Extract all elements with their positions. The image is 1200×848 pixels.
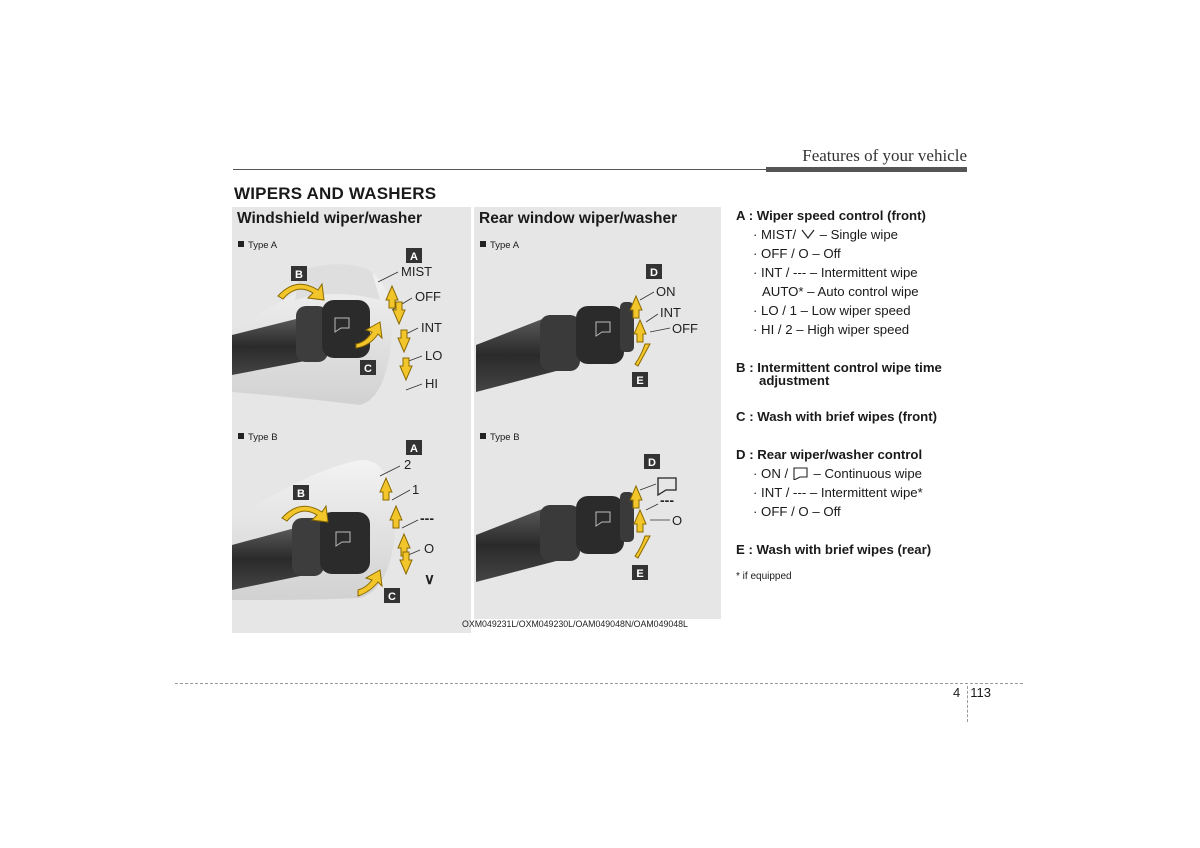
- footnote: * if equipped: [736, 571, 792, 582]
- svg-text:E: E: [636, 375, 644, 387]
- legend-b-title: B : Intermittent control wipe time: [736, 360, 942, 375]
- front-a-knob: [322, 300, 370, 358]
- callout-b-front-b: [293, 485, 309, 500]
- legend-a-item-int: · INT / --- – Intermittent wipe: [753, 265, 918, 280]
- callout-e-rear-a: [632, 372, 648, 387]
- callout-c-front-a: [360, 360, 376, 375]
- front-type-b-diagram: [232, 440, 435, 603]
- position-mist-v: ∨: [424, 571, 435, 588]
- rear-panel-title: Rear window wiper/washer: [479, 210, 678, 227]
- position-on: ON: [656, 284, 676, 299]
- position-off: OFF: [415, 289, 441, 304]
- callout-b-front-a: [291, 266, 307, 281]
- position-off-o: O: [424, 541, 435, 556]
- callout-d-rear-b: [644, 454, 660, 469]
- position-hi: HI: [425, 376, 438, 391]
- svg-text:C: C: [364, 363, 372, 375]
- svg-text:B: B: [297, 488, 305, 500]
- rear-type-b-diagram: [476, 454, 682, 582]
- rear-type-a-diagram: [476, 264, 698, 392]
- legend-c-title: C : Wash with brief wipes (front): [736, 409, 937, 424]
- front-panel-title: Windshield wiper/washer: [237, 210, 423, 227]
- wiper-icon: [792, 466, 810, 480]
- rear-b-knob: [576, 496, 624, 554]
- rear-type-a-label: Type A: [480, 240, 519, 251]
- position-1: 1: [412, 482, 420, 497]
- svg-text:E: E: [636, 568, 644, 580]
- callout-a-front-b: [406, 440, 422, 455]
- front-b-ring: [292, 518, 324, 576]
- position-mist: MIST: [401, 264, 433, 279]
- legend-a-item-hi: · HI / 2 – High wiper speed: [753, 322, 910, 337]
- rear-type-b-label: Type B: [480, 432, 520, 443]
- position-int: INT: [421, 320, 442, 335]
- callout-e-rear-b: [632, 565, 648, 580]
- callout-a-front-a: [406, 248, 422, 263]
- svg-text:C: C: [388, 591, 396, 603]
- svg-text:A: A: [410, 251, 418, 263]
- legend-d-item-on: · ON / – Continuous wipe: [753, 466, 923, 481]
- position-rear-off: OFF: [672, 321, 698, 336]
- legend-a-item-lo: · LO / 1 – Low wiper speed: [753, 303, 911, 318]
- legend-d-item-off: · OFF / O – Off: [753, 504, 841, 519]
- legend-a-item-off: · OFF / O – Off: [753, 246, 841, 261]
- running-header: Features of your vehicle: [802, 146, 967, 165]
- mist-v-icon: [800, 228, 816, 240]
- position-rear-o: O: [672, 513, 683, 528]
- svg-text:A: A: [410, 443, 418, 455]
- position-int-dash: ---: [420, 510, 434, 526]
- legend-a-title: A : Wiper speed control (front): [736, 208, 926, 223]
- position-rear-int-dash: ---: [660, 492, 674, 508]
- footer-rule: [175, 683, 1023, 684]
- callout-c-front-b: [384, 588, 400, 603]
- legend-d-title: D : Rear wiper/washer control: [736, 447, 923, 462]
- position-lo: LO: [425, 348, 443, 363]
- legend-d-item-int: · INT / --- – Intermittent wipe*: [753, 485, 923, 500]
- svg-text:D: D: [650, 267, 658, 279]
- legend: [736, 206, 996, 559]
- figure-code: OXM049231L/OXM049230L/OAM049048N/OAM049048L: [462, 619, 688, 629]
- svg-text:B: B: [295, 269, 303, 281]
- position-2: 2: [404, 457, 412, 472]
- svg-text:D: D: [648, 457, 656, 469]
- rear-a-knob: [576, 306, 624, 364]
- front-type-b-label: Type B: [238, 432, 278, 443]
- front-type-a-label: Type A: [238, 240, 277, 251]
- legend-b-title-2: adjustment: [759, 373, 830, 388]
- legend-a-item-auto: AUTO* – Auto control wipe: [762, 284, 919, 299]
- section-title: WIPERS AND WASHERS: [234, 184, 437, 203]
- legend-a-item-mist: · MIST/ – Single wipe: [753, 227, 899, 242]
- front-type-a-diagram: [232, 248, 442, 405]
- page-number: 4 113: [953, 685, 991, 700]
- position-rear-int: INT: [660, 305, 681, 320]
- callout-d-rear-a: [646, 264, 662, 279]
- legend-e-title: E : Wash with brief wipes (rear): [736, 542, 932, 557]
